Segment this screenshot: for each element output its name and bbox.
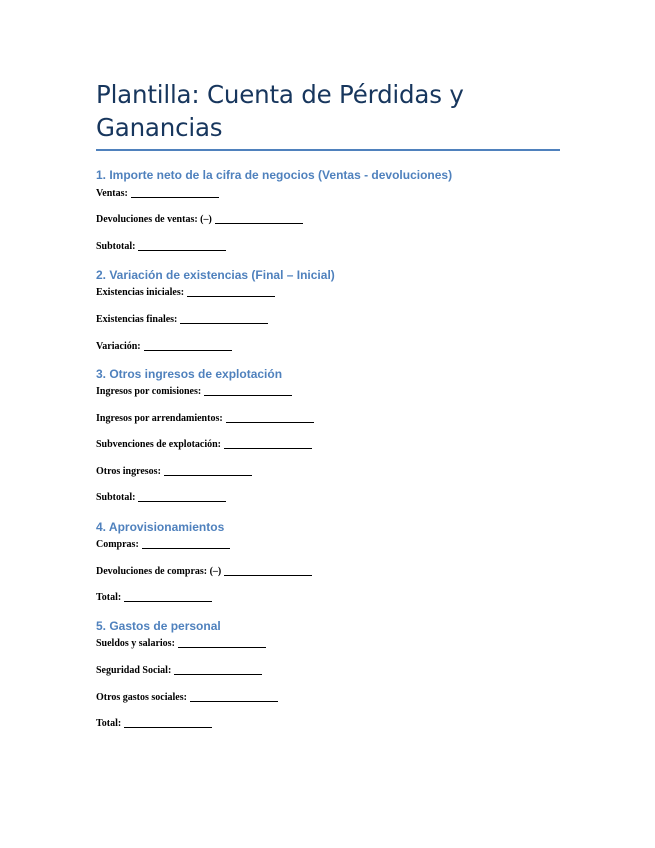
title-underline	[96, 149, 560, 151]
field-label: Subtotal:	[96, 241, 136, 252]
field-total-4	[96, 592, 212, 604]
field-label: Subtotal:	[96, 492, 136, 503]
field-label: Sueldos y salarios:	[96, 638, 175, 649]
fill-in-blank[interactable]	[180, 323, 268, 324]
fill-in-blank[interactable]	[224, 448, 312, 449]
fill-in-blank[interactable]	[190, 701, 278, 702]
fill-in-blank[interactable]	[144, 350, 232, 351]
fill-in-blank[interactable]	[226, 422, 314, 423]
page-title	[96, 78, 566, 144]
section-heading-3: 3. Otros ingresos de explotación	[96, 367, 283, 381]
section-heading-5: 5. Gastos de personal	[96, 619, 221, 633]
fill-in-blank[interactable]	[187, 296, 275, 297]
field-subvenciones-de-explotacion	[96, 439, 312, 451]
field-label: Ventas:	[96, 188, 128, 199]
field-label: Devoluciones de compras: (–)	[96, 566, 222, 577]
field-label: Existencias finales:	[96, 314, 178, 325]
field-subtotal-3	[96, 492, 226, 504]
field-label: Otros gastos sociales:	[96, 692, 187, 703]
field-label: Variación:	[96, 341, 141, 352]
fill-in-blank[interactable]	[178, 647, 266, 648]
fill-in-blank[interactable]	[204, 395, 292, 396]
field-total-5	[96, 718, 212, 730]
field-otros-gastos-sociales	[96, 692, 278, 704]
field-label: Total:	[96, 718, 122, 729]
field-label: Existencias iniciales:	[96, 287, 185, 298]
field-label: Ingresos por arrendamientos:	[96, 413, 223, 424]
section-heading-2: 2. Variación de existencias (Final – Inicial)	[96, 268, 335, 282]
field-sueldos-y-salarios	[96, 638, 266, 650]
field-label: Compras:	[96, 539, 139, 550]
fill-in-blank[interactable]	[215, 223, 303, 224]
field-label: Otros ingresos:	[96, 466, 161, 477]
fill-in-blank[interactable]	[142, 548, 230, 549]
fill-in-blank[interactable]	[174, 674, 262, 675]
page-title-line-2: Ganancias	[96, 113, 223, 142]
field-label: Devoluciones de ventas: (–)	[96, 214, 212, 225]
field-ventas	[96, 188, 219, 200]
fill-in-blank[interactable]	[124, 727, 212, 728]
field-devoluciones-de-ventas	[96, 214, 303, 226]
field-devoluciones-de-compras	[96, 566, 312, 578]
field-variacion	[96, 341, 232, 353]
field-otros-ingresos	[96, 466, 252, 478]
field-subtotal-1	[96, 241, 226, 253]
fill-in-blank[interactable]	[138, 501, 226, 502]
fill-in-blank[interactable]	[131, 197, 219, 198]
fill-in-blank[interactable]	[224, 575, 312, 576]
field-existencias-finales	[96, 314, 268, 326]
field-ingresos-por-comisiones	[96, 386, 292, 398]
section-heading-4: 4. Aprovisionamientos	[96, 520, 225, 534]
fill-in-blank[interactable]	[164, 475, 252, 476]
field-label: Total:	[96, 592, 122, 603]
field-label: Ingresos por comisiones:	[96, 386, 202, 397]
field-existencias-iniciales	[96, 287, 275, 299]
field-label: Seguridad Social:	[96, 665, 172, 676]
field-ingresos-por-arrendamientos	[96, 413, 314, 425]
page-title-line-1: Plantilla: Cuenta de Pérdidas y	[96, 80, 464, 109]
field-label: Subvenciones de explotación:	[96, 439, 222, 450]
fill-in-blank[interactable]	[124, 601, 212, 602]
fill-in-blank[interactable]	[138, 250, 226, 251]
section-heading-1: 1. Importe neto de la cifra de negocios (Ventas - devoluciones)	[96, 168, 453, 182]
field-compras	[96, 539, 230, 551]
field-seguridad-social	[96, 665, 262, 677]
